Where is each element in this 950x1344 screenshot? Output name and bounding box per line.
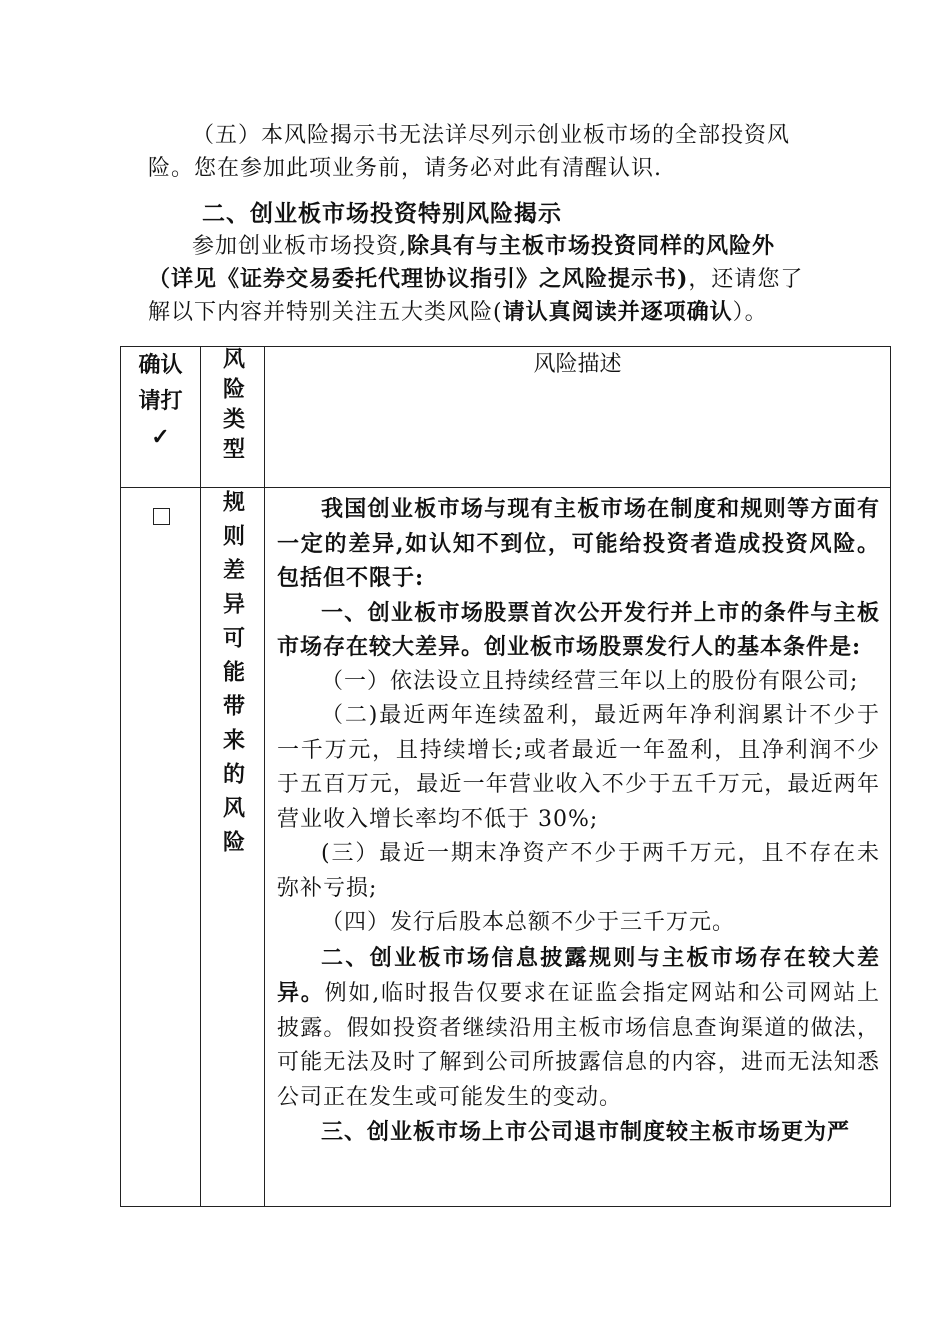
intro-paragraph-2 xyxy=(148,230,808,329)
checkmark-icon: ✓ xyxy=(151,424,170,450)
risk-table xyxy=(120,346,891,1207)
header-risk-description xyxy=(265,347,891,488)
desc-paragraph-1: 我国创业板市场与现有主板市场在制度和规则等方面有一定的差异,如认知不到位，可能给投资者造成投资风险。包括但不限于: xyxy=(277,496,880,591)
confirm-cell xyxy=(121,488,201,1207)
desc-paragraph-8: 三、创业板市场上市公司退市制度较主板市场更为严 xyxy=(321,1119,851,1145)
intro-paragraph-1: （五）本风险揭示书无法详尽列示创业板市场的全部投资风险。您在参加此项业务前，请务必对此有清醒认识. xyxy=(148,123,791,181)
desc-paragraph-7 xyxy=(277,941,880,1116)
header-confirm xyxy=(121,347,201,488)
intro-p2-part-b: 除具有与主板市场投资同样的风险外（详见《证券交易委托代理协议指引》之风险提示书) xyxy=(148,233,776,292)
desc-p7-bold: 二、创业板市场信息披露规则与主板市场存在较大差异。 xyxy=(277,944,880,1006)
risk-type-cell xyxy=(201,488,265,1207)
risk-description-cell xyxy=(265,488,891,1207)
table-row xyxy=(121,488,891,1207)
header-risk-description-label: 风险描述 xyxy=(533,352,622,377)
desc-paragraph-2: 一、创业板市场股票首次公开发行并上市的条件与主板市场存在较大差异。创业板市场股票发行人的基本条件是: xyxy=(277,599,880,660)
risk-table-header xyxy=(121,347,891,488)
intro-p2-part-e: ）。 xyxy=(732,300,768,325)
risk-type-label: 规则差异可能带来的风险 xyxy=(219,490,246,864)
intro-p2-part-a: 参加创业板市场投资, xyxy=(192,234,407,259)
desc-paragraph-4: （二)最近两年连续盈利，最近两年净利润累计不少于一千万元，且持续增长;或者最近一年盈利，且净利润不少于五百万元，最近一年营业收入不少于五千万元，最近两年营业收入增长率均不低于 30%; xyxy=(277,703,880,832)
header-confirm-line1: 确认 xyxy=(138,352,183,378)
desc-paragraph-5: (三）最近一期末净资产不少于两千万元，且不存在未弥补亏损; xyxy=(277,841,880,901)
intro-p2-part-c: ，还请您了解以下内容并特别关注五大类风险( xyxy=(148,267,804,325)
desc-paragraph-3: （一）依法设立且持续经营三年以上的股份有限公司; xyxy=(321,668,859,694)
header-confirm-line2: 请打 xyxy=(138,388,183,414)
header-risk-type xyxy=(201,347,265,488)
header-risk-type-label: 风险类型 xyxy=(219,347,246,467)
confirm-checkbox[interactable] xyxy=(153,508,170,525)
desc-paragraph-6: （四）发行后股本总额不少于三千万元。 xyxy=(321,910,736,935)
risk-description xyxy=(265,488,890,1150)
intro-p2-part-d: 请认真阅读并逐项确认 xyxy=(502,299,733,325)
section-heading: 二、创业板市场投资特别风险揭示 xyxy=(202,200,562,227)
desc-p7-rest: 例如,临时报告仅要求在证监会指定网站和公司网站上披露。假如投资者继续沿用主板市场信息查询渠道的做法，可能无法及时了解到公司所披露信息的内容，进而无法知悉公司正在发生或可能发生的变动。 xyxy=(277,981,880,1110)
